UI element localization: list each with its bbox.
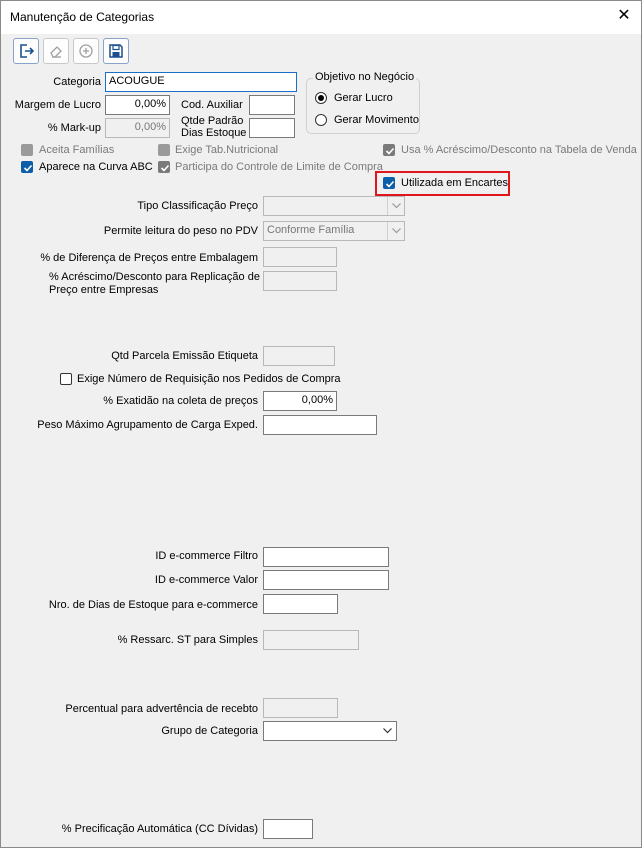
clear-button[interactable] — [43, 38, 69, 64]
qtde-padrao-input[interactable] — [249, 118, 295, 138]
add-icon — [78, 43, 94, 59]
save-icon — [108, 43, 124, 59]
gerar-movimento-label: Gerar Movimento — [334, 114, 419, 126]
chevron-down-icon — [392, 203, 401, 209]
gerar-lucro-label: Gerar Lucro — [334, 92, 393, 104]
exatidao-label: % Exatidão na coleta de preços — [103, 395, 258, 407]
nro-dias-label: Nro. de Dias de Estoque para e-commerce — [48, 599, 258, 611]
chevron-down-icon — [392, 228, 401, 234]
perc-acrescimo-input[interactable] — [263, 271, 337, 291]
permite-leitura-label: Permite leitura do peso no PDV — [103, 225, 258, 237]
ressarc-input[interactable] — [263, 630, 359, 650]
usa-acrescimo-label: Usa % Acréscimo/Desconto na Tabela de Venda — [401, 144, 637, 156]
cod-auxiliar-input[interactable] — [249, 95, 295, 115]
perc-diferenca-label: % de Diferença de Preços entre Embalagem — [40, 252, 258, 264]
close-icon[interactable]: ✕ — [617, 7, 631, 24]
aparece-curva-checkbox[interactable] — [21, 161, 33, 173]
precificacao-label: % Precificação Automática (CC Dívidas) — [61, 823, 258, 835]
exit-icon — [18, 43, 34, 59]
exatidao-input[interactable]: 0,00% — [263, 391, 337, 411]
perc-advertencia-label: Percentual para advertência de recebto — [65, 703, 258, 715]
utilizada-encartes-checkbox[interactable] — [383, 177, 395, 189]
grupo-categoria-label: Grupo de Categoria — [161, 725, 258, 737]
aceita-familias-label: Aceita Famílias — [39, 144, 115, 156]
perc-advertencia-input[interactable] — [263, 698, 338, 718]
perc-acrescimo-label-2: Preço entre Empresas — [49, 284, 159, 296]
exige-requisicao-label: Exige Número de Requisição nos Pedidos de Compra — [77, 373, 341, 385]
id-filtro-label: ID e-commerce Filtro — [155, 550, 258, 562]
check-icon — [385, 179, 395, 189]
exige-requisicao-checkbox[interactable] — [60, 373, 72, 385]
aparece-curva-label: Aparece na Curva ABC — [39, 161, 153, 173]
save-button[interactable] — [103, 38, 129, 64]
id-filtro-input[interactable] — [263, 547, 389, 567]
tipo-classificacao-label: Tipo Classificação Preço — [137, 200, 258, 212]
cod-auxiliar-label: Cod. Auxiliar — [181, 99, 243, 111]
usa-acrescimo-checkbox[interactable] — [383, 144, 395, 156]
peso-maximo-label: Peso Máximo Agrupamento de Carga Exped. — [37, 419, 258, 431]
aceita-familias-checkbox[interactable] — [21, 144, 33, 156]
qtd-parcela-label: Qtd Parcela Emissão Etiqueta — [111, 350, 258, 362]
participa-controle-checkbox[interactable] — [158, 161, 170, 173]
grupo-categoria-select[interactable] — [263, 721, 397, 741]
id-valor-label: ID e-commerce Valor — [154, 574, 258, 586]
check-icon — [385, 146, 395, 156]
eraser-icon — [48, 43, 64, 59]
markup-input[interactable]: 0,00% — [105, 118, 170, 138]
permite-leitura-select[interactable] — [263, 221, 405, 241]
chevron-down-icon — [383, 728, 392, 734]
ressarc-label: % Ressarc. ST para Simples — [117, 634, 258, 646]
permite-leitura-value: Conforme Família — [267, 224, 355, 236]
categoria-label: Categoria — [53, 76, 101, 88]
check-icon — [160, 163, 170, 173]
exige-tab-nutricional-checkbox[interactable] — [158, 144, 170, 156]
exige-tab-nutricional-label: Exige Tab.Nutricional — [175, 144, 279, 156]
margem-lucro-label: Margem de Lucro — [14, 99, 101, 111]
qtde-padrao-label-1: Qtde Padrão — [181, 115, 244, 127]
utilizada-encartes-label: Utilizada em Encartes — [401, 177, 508, 189]
gerar-lucro-radio[interactable] — [315, 92, 327, 104]
perc-diferenca-input[interactable] — [263, 247, 337, 267]
qtde-padrao-label-2: Dias Estoque — [181, 127, 247, 139]
qtd-parcela-input[interactable] — [263, 346, 335, 366]
nro-dias-input[interactable] — [263, 594, 338, 614]
objetivo-title: Objetivo no Negócio — [315, 71, 415, 83]
precificacao-input[interactable] — [263, 819, 313, 839]
peso-maximo-input[interactable] — [263, 415, 377, 435]
markup-label: % Mark-up — [47, 122, 101, 134]
check-icon — [23, 163, 33, 173]
perc-acrescimo-label-1: % Acréscimo/Desconto para Replicação de — [49, 271, 260, 283]
add-button[interactable] — [73, 38, 99, 64]
categoria-input[interactable]: ACOUGUE — [105, 72, 297, 92]
participa-controle-label: Participa do Controle de Limite de Compra — [175, 161, 383, 173]
title-bar — [1, 1, 641, 34]
exit-button[interactable] — [13, 38, 39, 64]
window-title: Manutenção de Categorias — [10, 10, 155, 24]
tipo-classificacao-select[interactable] — [263, 196, 405, 216]
gerar-movimento-radio[interactable] — [315, 114, 327, 126]
id-valor-input[interactable] — [263, 570, 389, 590]
margem-lucro-input[interactable]: 0,00% — [105, 95, 170, 115]
